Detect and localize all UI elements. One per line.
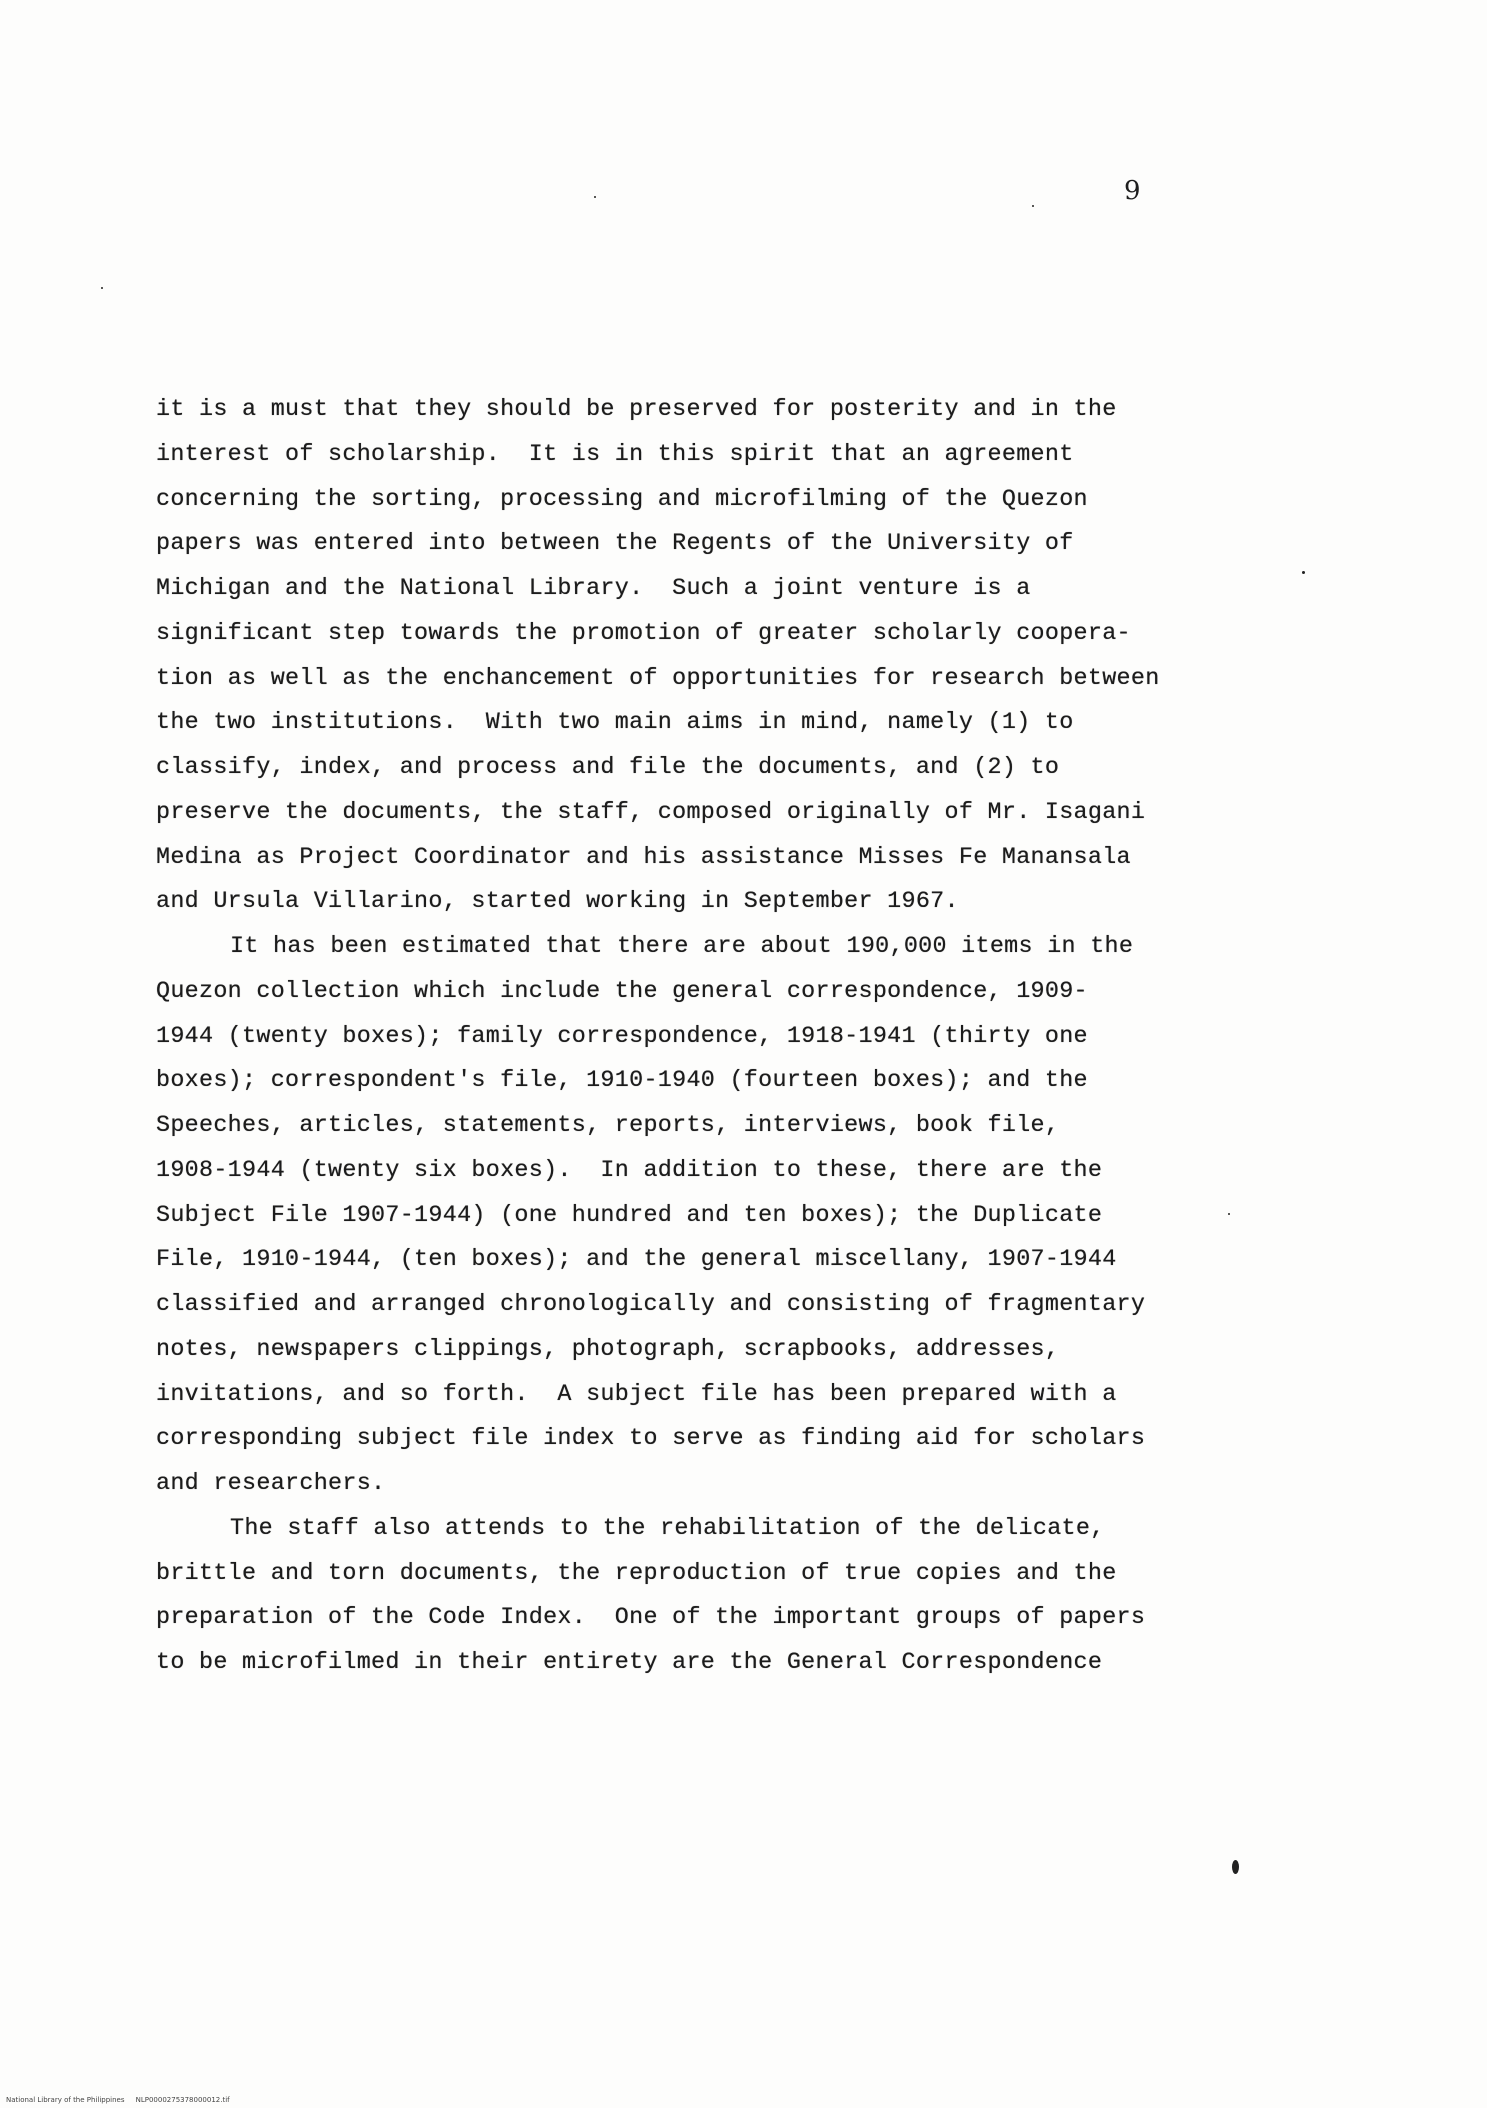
scan-speck xyxy=(1032,205,1034,207)
text-line: Subject File 1907-1944) (one hundred and ten boxes); the Duplicate xyxy=(156,1202,1103,1229)
scan-speck xyxy=(594,196,596,198)
text-line: preparation of the Code Index. One of the important groups of papers xyxy=(156,1605,1146,1632)
text-line: File, 1910-1944, (ten boxes); and the general miscellany, 1907-1944 xyxy=(156,1247,1117,1274)
scan-speck xyxy=(1302,571,1305,574)
text-line: tion as well as the enchancement of opportunities for research between xyxy=(156,665,1160,692)
text-line: concerning the sorting, processing and microfilming of the Quezon xyxy=(156,486,1088,513)
text-line: brittle and torn documents, the reproduction of true copies and the xyxy=(156,1560,1117,1587)
body-text xyxy=(156,388,1196,1686)
scan-speck xyxy=(1228,1213,1230,1215)
text-line: classified and arranged chronologically and consisting of fragmentary xyxy=(156,1292,1146,1318)
text-line: invitations, and so forth. A subject file has been prepared with a xyxy=(156,1381,1117,1408)
text-line: it is a must that they should be preserved for posterity and in the xyxy=(156,397,1117,423)
text-line: 1908-1944 (twenty six boxes). In addition to these, there are the xyxy=(156,1157,1103,1184)
text-line: preserve the documents, the staff, composed originally of Mr. Isagani xyxy=(156,799,1146,826)
scan-footer: National Library of the Philippines NLP0000275378000012.tif xyxy=(6,2096,230,2104)
text-line: and researchers. xyxy=(156,1471,386,1497)
text-line: boxes); correspondent's file, 1910-1940 (fourteen boxes); and the xyxy=(156,1068,1088,1095)
text-line: the two institutions. With two main aims in mind, namely (1) to xyxy=(156,710,1074,737)
text-line: notes, newspapers clippings, photograph, scrapbooks, addresses, xyxy=(156,1336,1060,1363)
text-line: Quezon collection which include the general correspondence, 1909- xyxy=(156,978,1088,1005)
paragraph-start-line: The staff also attends to the rehabilitation of the delicate, xyxy=(230,1515,1105,1542)
page-number: 9 xyxy=(1124,176,1141,206)
text-line: classify, index, and process and file the documents, and (2) to xyxy=(156,755,1060,781)
text-line: papers was entered into between the Regents of the University of xyxy=(156,531,1074,558)
scan-speck xyxy=(1232,1860,1239,1874)
text-line: interest of scholarship. It is in this spirit that an agreement xyxy=(156,441,1074,468)
text-line: significant step towards the promotion of greater scholarly coopera- xyxy=(156,620,1131,647)
text-line: Medina as Project Coordinator and his assistance Misses Fe Manansala xyxy=(156,844,1131,871)
text-line: to be microfilmed in their entirety are the General Correspondence xyxy=(156,1650,1103,1676)
scan-speck xyxy=(101,287,103,289)
text-line: Michigan and the National Library. Such a joint venture is a xyxy=(156,576,1031,602)
text-line: Speeches, articles, statements, reports, interviews, book file, xyxy=(156,1113,1060,1139)
paragraph-start-line: It has been estimated that there are about 190,000 items in the xyxy=(230,934,1134,960)
text-line: 1944 (twenty boxes); family correspondence, 1918-1941 (thirty one xyxy=(156,1023,1088,1050)
text-line: and Ursula Villarino, started working in September 1967. xyxy=(156,889,959,916)
text-line: corresponding subject file index to serve as finding aid for scholars xyxy=(156,1426,1146,1453)
